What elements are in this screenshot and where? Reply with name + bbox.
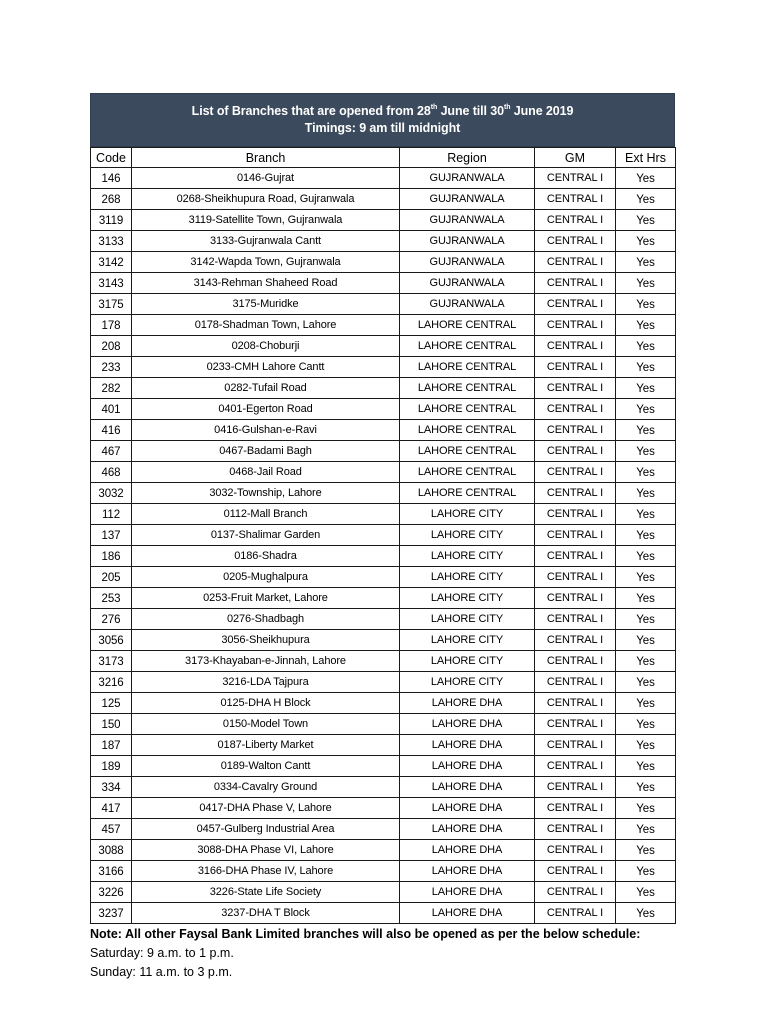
cell-gm: CENTRAL I: [535, 231, 616, 252]
cell-code: 137: [91, 525, 132, 546]
cell-code: 3142: [91, 252, 132, 273]
cell-region: LAHORE CITY: [400, 588, 535, 609]
cell-gm: CENTRAL I: [535, 798, 616, 819]
cell-branch: 0150-Model Town: [132, 714, 400, 735]
table-row: [91, 441, 676, 462]
cell-ext-hrs: Yes: [616, 651, 676, 672]
cell-gm: CENTRAL I: [535, 840, 616, 861]
cell-region: LAHORE CITY: [400, 609, 535, 630]
cell-ext-hrs: Yes: [616, 882, 676, 903]
cell-code: 416: [91, 420, 132, 441]
cell-code: 3119: [91, 210, 132, 231]
cell-gm: CENTRAL I: [535, 777, 616, 798]
table-row: [91, 357, 676, 378]
cell-ext-hrs: Yes: [616, 462, 676, 483]
cell-branch: 0187-Liberty Market: [132, 735, 400, 756]
title-superscript-2: th: [503, 103, 511, 111]
cell-code: 187: [91, 735, 132, 756]
table-row: [91, 693, 676, 714]
cell-code: 233: [91, 357, 132, 378]
column-header-code: Code: [91, 148, 132, 168]
table-row: [91, 399, 676, 420]
cell-gm: CENTRAL I: [535, 399, 616, 420]
cell-ext-hrs: Yes: [616, 714, 676, 735]
cell-ext-hrs: Yes: [616, 609, 676, 630]
cell-branch: 0276-Shadbagh: [132, 609, 400, 630]
cell-ext-hrs: Yes: [616, 231, 676, 252]
cell-branch: 3133-Gujranwala Cantt: [132, 231, 400, 252]
table-row: [91, 882, 676, 903]
cell-ext-hrs: Yes: [616, 210, 676, 231]
cell-gm: CENTRAL I: [535, 357, 616, 378]
cell-region: LAHORE DHA: [400, 714, 535, 735]
cell-code: 468: [91, 462, 132, 483]
cell-region: LAHORE DHA: [400, 861, 535, 882]
cell-branch: 0457-Gulberg Industrial Area: [132, 819, 400, 840]
cell-gm: CENTRAL I: [535, 630, 616, 651]
cell-region: LAHORE DHA: [400, 777, 535, 798]
cell-region: LAHORE CITY: [400, 567, 535, 588]
cell-ext-hrs: Yes: [616, 525, 676, 546]
title-line-2: Timings: 9 am till midnight: [304, 121, 461, 135]
table-row: [91, 672, 676, 693]
cell-gm: CENTRAL I: [535, 903, 616, 924]
cell-gm: CENTRAL I: [535, 651, 616, 672]
cell-code: 334: [91, 777, 132, 798]
table-title-banner: [90, 93, 675, 147]
cell-gm: CENTRAL I: [535, 189, 616, 210]
cell-code: 205: [91, 567, 132, 588]
cell-gm: CENTRAL I: [535, 441, 616, 462]
cell-region: GUJRANWALA: [400, 252, 535, 273]
cell-gm: CENTRAL I: [535, 735, 616, 756]
cell-ext-hrs: Yes: [616, 672, 676, 693]
cell-ext-hrs: Yes: [616, 483, 676, 504]
note-sunday: Sunday: 11 a.m. to 3 p.m.: [90, 965, 233, 979]
table-row: [91, 210, 676, 231]
cell-gm: CENTRAL I: [535, 504, 616, 525]
table-row: [91, 336, 676, 357]
cell-code: 208: [91, 336, 132, 357]
cell-code: 146: [91, 168, 132, 189]
cell-ext-hrs: Yes: [616, 567, 676, 588]
cell-region: GUJRANWALA: [400, 168, 535, 189]
table-row: [91, 714, 676, 735]
cell-code: 3032: [91, 483, 132, 504]
title-line-1: [192, 103, 574, 120]
cell-gm: CENTRAL I: [535, 168, 616, 189]
cell-branch: 3088-DHA Phase VI, Lahore: [132, 840, 400, 861]
cell-ext-hrs: Yes: [616, 420, 676, 441]
cell-code: 150: [91, 714, 132, 735]
cell-region: LAHORE DHA: [400, 819, 535, 840]
cell-code: 178: [91, 315, 132, 336]
table-row: [91, 231, 676, 252]
table-header-row: [91, 148, 676, 168]
cell-branch: 3175-Muridke: [132, 294, 400, 315]
cell-region: LAHORE CENTRAL: [400, 357, 535, 378]
note-saturday: Saturday: 9 a.m. to 1 p.m.: [90, 946, 234, 960]
cell-code: 3173: [91, 651, 132, 672]
cell-branch: 0189-Walton Cantt: [132, 756, 400, 777]
cell-code: 3226: [91, 882, 132, 903]
cell-ext-hrs: Yes: [616, 840, 676, 861]
schedule-note: [90, 925, 640, 982]
cell-region: GUJRANWALA: [400, 210, 535, 231]
cell-region: LAHORE DHA: [400, 756, 535, 777]
cell-code: 282: [91, 378, 132, 399]
table-row: [91, 483, 676, 504]
cell-ext-hrs: Yes: [616, 546, 676, 567]
cell-branch: 0268-Sheikhupura Road, Gujranwala: [132, 189, 400, 210]
cell-code: 112: [91, 504, 132, 525]
column-header-ext-hrs: Ext Hrs: [616, 148, 676, 168]
table-row: [91, 735, 676, 756]
cell-branch: 0186-Shadra: [132, 546, 400, 567]
table-row: [91, 630, 676, 651]
cell-region: LAHORE DHA: [400, 798, 535, 819]
cell-branch: 0253-Fruit Market, Lahore: [132, 588, 400, 609]
table-row: [91, 420, 676, 441]
cell-gm: CENTRAL I: [535, 273, 616, 294]
table-row: [91, 651, 676, 672]
cell-branch: 3119-Satellite Town, Gujranwala: [132, 210, 400, 231]
cell-region: LAHORE CENTRAL: [400, 378, 535, 399]
table-row: [91, 525, 676, 546]
cell-gm: CENTRAL I: [535, 693, 616, 714]
cell-code: 3143: [91, 273, 132, 294]
cell-region: LAHORE CITY: [400, 630, 535, 651]
cell-ext-hrs: Yes: [616, 777, 676, 798]
cell-code: 3088: [91, 840, 132, 861]
cell-region: LAHORE DHA: [400, 882, 535, 903]
cell-branch: 0334-Cavalry Ground: [132, 777, 400, 798]
cell-code: 401: [91, 399, 132, 420]
table-row: [91, 777, 676, 798]
cell-code: 3216: [91, 672, 132, 693]
table-row: [91, 567, 676, 588]
cell-region: LAHORE CENTRAL: [400, 441, 535, 462]
cell-gm: CENTRAL I: [535, 462, 616, 483]
branches-table: [90, 147, 676, 924]
cell-branch: 0233-CMH Lahore Cantt: [132, 357, 400, 378]
cell-gm: CENTRAL I: [535, 756, 616, 777]
table-row: [91, 798, 676, 819]
table-row: [91, 840, 676, 861]
cell-ext-hrs: Yes: [616, 294, 676, 315]
column-header-gm: GM: [535, 148, 616, 168]
cell-region: LAHORE CENTRAL: [400, 462, 535, 483]
cell-branch: 0125-DHA H Block: [132, 693, 400, 714]
cell-region: LAHORE CENTRAL: [400, 420, 535, 441]
cell-ext-hrs: Yes: [616, 315, 676, 336]
cell-region: LAHORE DHA: [400, 693, 535, 714]
cell-branch: 0282-Tufail Road: [132, 378, 400, 399]
cell-ext-hrs: Yes: [616, 693, 676, 714]
table-body: [91, 168, 676, 924]
cell-region: LAHORE CITY: [400, 546, 535, 567]
cell-branch: 3216-LDA Tajpura: [132, 672, 400, 693]
table-row: [91, 378, 676, 399]
note-heading: Note: All other Faysal Bank Limited branches will also be opened as per the below schedule:: [90, 927, 641, 941]
cell-gm: CENTRAL I: [535, 588, 616, 609]
cell-ext-hrs: Yes: [616, 798, 676, 819]
title-superscript-1: th: [430, 103, 438, 111]
table-row: [91, 315, 676, 336]
table-row: [91, 861, 676, 882]
cell-ext-hrs: Yes: [616, 819, 676, 840]
cell-gm: CENTRAL I: [535, 336, 616, 357]
cell-branch: 3173-Khayaban-e-Jinnah, Lahore: [132, 651, 400, 672]
table-row: [91, 504, 676, 525]
cell-branch: 3056-Sheikhupura: [132, 630, 400, 651]
cell-ext-hrs: Yes: [616, 735, 676, 756]
cell-region: LAHORE CENTRAL: [400, 399, 535, 420]
cell-region: LAHORE CENTRAL: [400, 315, 535, 336]
cell-gm: CENTRAL I: [535, 672, 616, 693]
cell-region: GUJRANWALA: [400, 294, 535, 315]
cell-branch: 0137-Shalimar Garden: [132, 525, 400, 546]
cell-region: LAHORE DHA: [400, 903, 535, 924]
table-row: [91, 756, 676, 777]
cell-region: LAHORE CENTRAL: [400, 483, 535, 504]
cell-branch: 3142-Wapda Town, Gujranwala: [132, 252, 400, 273]
cell-ext-hrs: Yes: [616, 630, 676, 651]
cell-branch: 3237-DHA T Block: [132, 903, 400, 924]
cell-region: LAHORE DHA: [400, 840, 535, 861]
column-header-region: Region: [400, 148, 535, 168]
cell-code: 417: [91, 798, 132, 819]
cell-ext-hrs: Yes: [616, 504, 676, 525]
cell-code: 276: [91, 609, 132, 630]
table-row: [91, 273, 676, 294]
cell-code: 3133: [91, 231, 132, 252]
table-row: [91, 189, 676, 210]
cell-ext-hrs: Yes: [616, 336, 676, 357]
cell-gm: CENTRAL I: [535, 420, 616, 441]
cell-code: 457: [91, 819, 132, 840]
table-row: [91, 819, 676, 840]
cell-code: 3166: [91, 861, 132, 882]
cell-region: LAHORE CENTRAL: [400, 336, 535, 357]
cell-region: GUJRANWALA: [400, 189, 535, 210]
table-row: [91, 252, 676, 273]
cell-branch: 0417-DHA Phase V, Lahore: [132, 798, 400, 819]
cell-ext-hrs: Yes: [616, 903, 676, 924]
cell-code: 3237: [91, 903, 132, 924]
table-row: [91, 546, 676, 567]
cell-code: 3175: [91, 294, 132, 315]
cell-region: GUJRANWALA: [400, 231, 535, 252]
cell-branch: 0208-Choburji: [132, 336, 400, 357]
cell-region: GUJRANWALA: [400, 273, 535, 294]
title-line-1-suffix: June 2019: [510, 104, 574, 118]
cell-region: LAHORE CITY: [400, 504, 535, 525]
cell-branch: 3032-Township, Lahore: [132, 483, 400, 504]
cell-region: LAHORE CITY: [400, 525, 535, 546]
cell-ext-hrs: Yes: [616, 861, 676, 882]
cell-ext-hrs: Yes: [616, 588, 676, 609]
cell-region: LAHORE CITY: [400, 672, 535, 693]
cell-ext-hrs: Yes: [616, 168, 676, 189]
cell-code: 268: [91, 189, 132, 210]
column-header-branch: Branch: [132, 148, 400, 168]
cell-branch: 0178-Shadman Town, Lahore: [132, 315, 400, 336]
table-row: [91, 168, 676, 189]
cell-branch: 3166-DHA Phase IV, Lahore: [132, 861, 400, 882]
cell-branch: 0112-Mall Branch: [132, 504, 400, 525]
cell-ext-hrs: Yes: [616, 273, 676, 294]
cell-ext-hrs: Yes: [616, 252, 676, 273]
cell-gm: CENTRAL I: [535, 609, 616, 630]
cell-ext-hrs: Yes: [616, 378, 676, 399]
cell-gm: CENTRAL I: [535, 483, 616, 504]
cell-ext-hrs: Yes: [616, 189, 676, 210]
cell-ext-hrs: Yes: [616, 756, 676, 777]
table-row: [91, 462, 676, 483]
cell-code: 186: [91, 546, 132, 567]
cell-code: 189: [91, 756, 132, 777]
cell-code: 253: [91, 588, 132, 609]
cell-gm: CENTRAL I: [535, 882, 616, 903]
cell-code: 3056: [91, 630, 132, 651]
cell-gm: CENTRAL I: [535, 861, 616, 882]
title-line-1-mid: June till 30: [437, 104, 504, 118]
cell-gm: CENTRAL I: [535, 567, 616, 588]
cell-gm: CENTRAL I: [535, 210, 616, 231]
cell-gm: CENTRAL I: [535, 525, 616, 546]
cell-gm: CENTRAL I: [535, 819, 616, 840]
cell-gm: CENTRAL I: [535, 546, 616, 567]
cell-region: LAHORE DHA: [400, 735, 535, 756]
table-row: [91, 609, 676, 630]
title-line-1-prefix: List of Branches that are opened from 28: [191, 104, 431, 118]
table-row: [91, 588, 676, 609]
cell-branch: 0468-Jail Road: [132, 462, 400, 483]
cell-ext-hrs: Yes: [616, 441, 676, 462]
table-row: [91, 903, 676, 924]
cell-branch: 3226-State Life Society: [132, 882, 400, 903]
cell-code: 467: [91, 441, 132, 462]
table-row: [91, 294, 676, 315]
cell-gm: CENTRAL I: [535, 714, 616, 735]
cell-branch: 0467-Badami Bagh: [132, 441, 400, 462]
cell-branch: 0416-Gulshan-e-Ravi: [132, 420, 400, 441]
cell-ext-hrs: Yes: [616, 399, 676, 420]
branch-list-document: [90, 93, 675, 924]
cell-branch: 0401-Egerton Road: [132, 399, 400, 420]
cell-ext-hrs: Yes: [616, 357, 676, 378]
cell-branch: 0146-Gujrat: [132, 168, 400, 189]
cell-gm: CENTRAL I: [535, 315, 616, 336]
cell-gm: CENTRAL I: [535, 378, 616, 399]
cell-branch: 3143-Rehman Shaheed Road: [132, 273, 400, 294]
cell-gm: CENTRAL I: [535, 294, 616, 315]
cell-region: LAHORE CITY: [400, 651, 535, 672]
cell-code: 125: [91, 693, 132, 714]
cell-branch: 0205-Mughalpura: [132, 567, 400, 588]
cell-gm: CENTRAL I: [535, 252, 616, 273]
